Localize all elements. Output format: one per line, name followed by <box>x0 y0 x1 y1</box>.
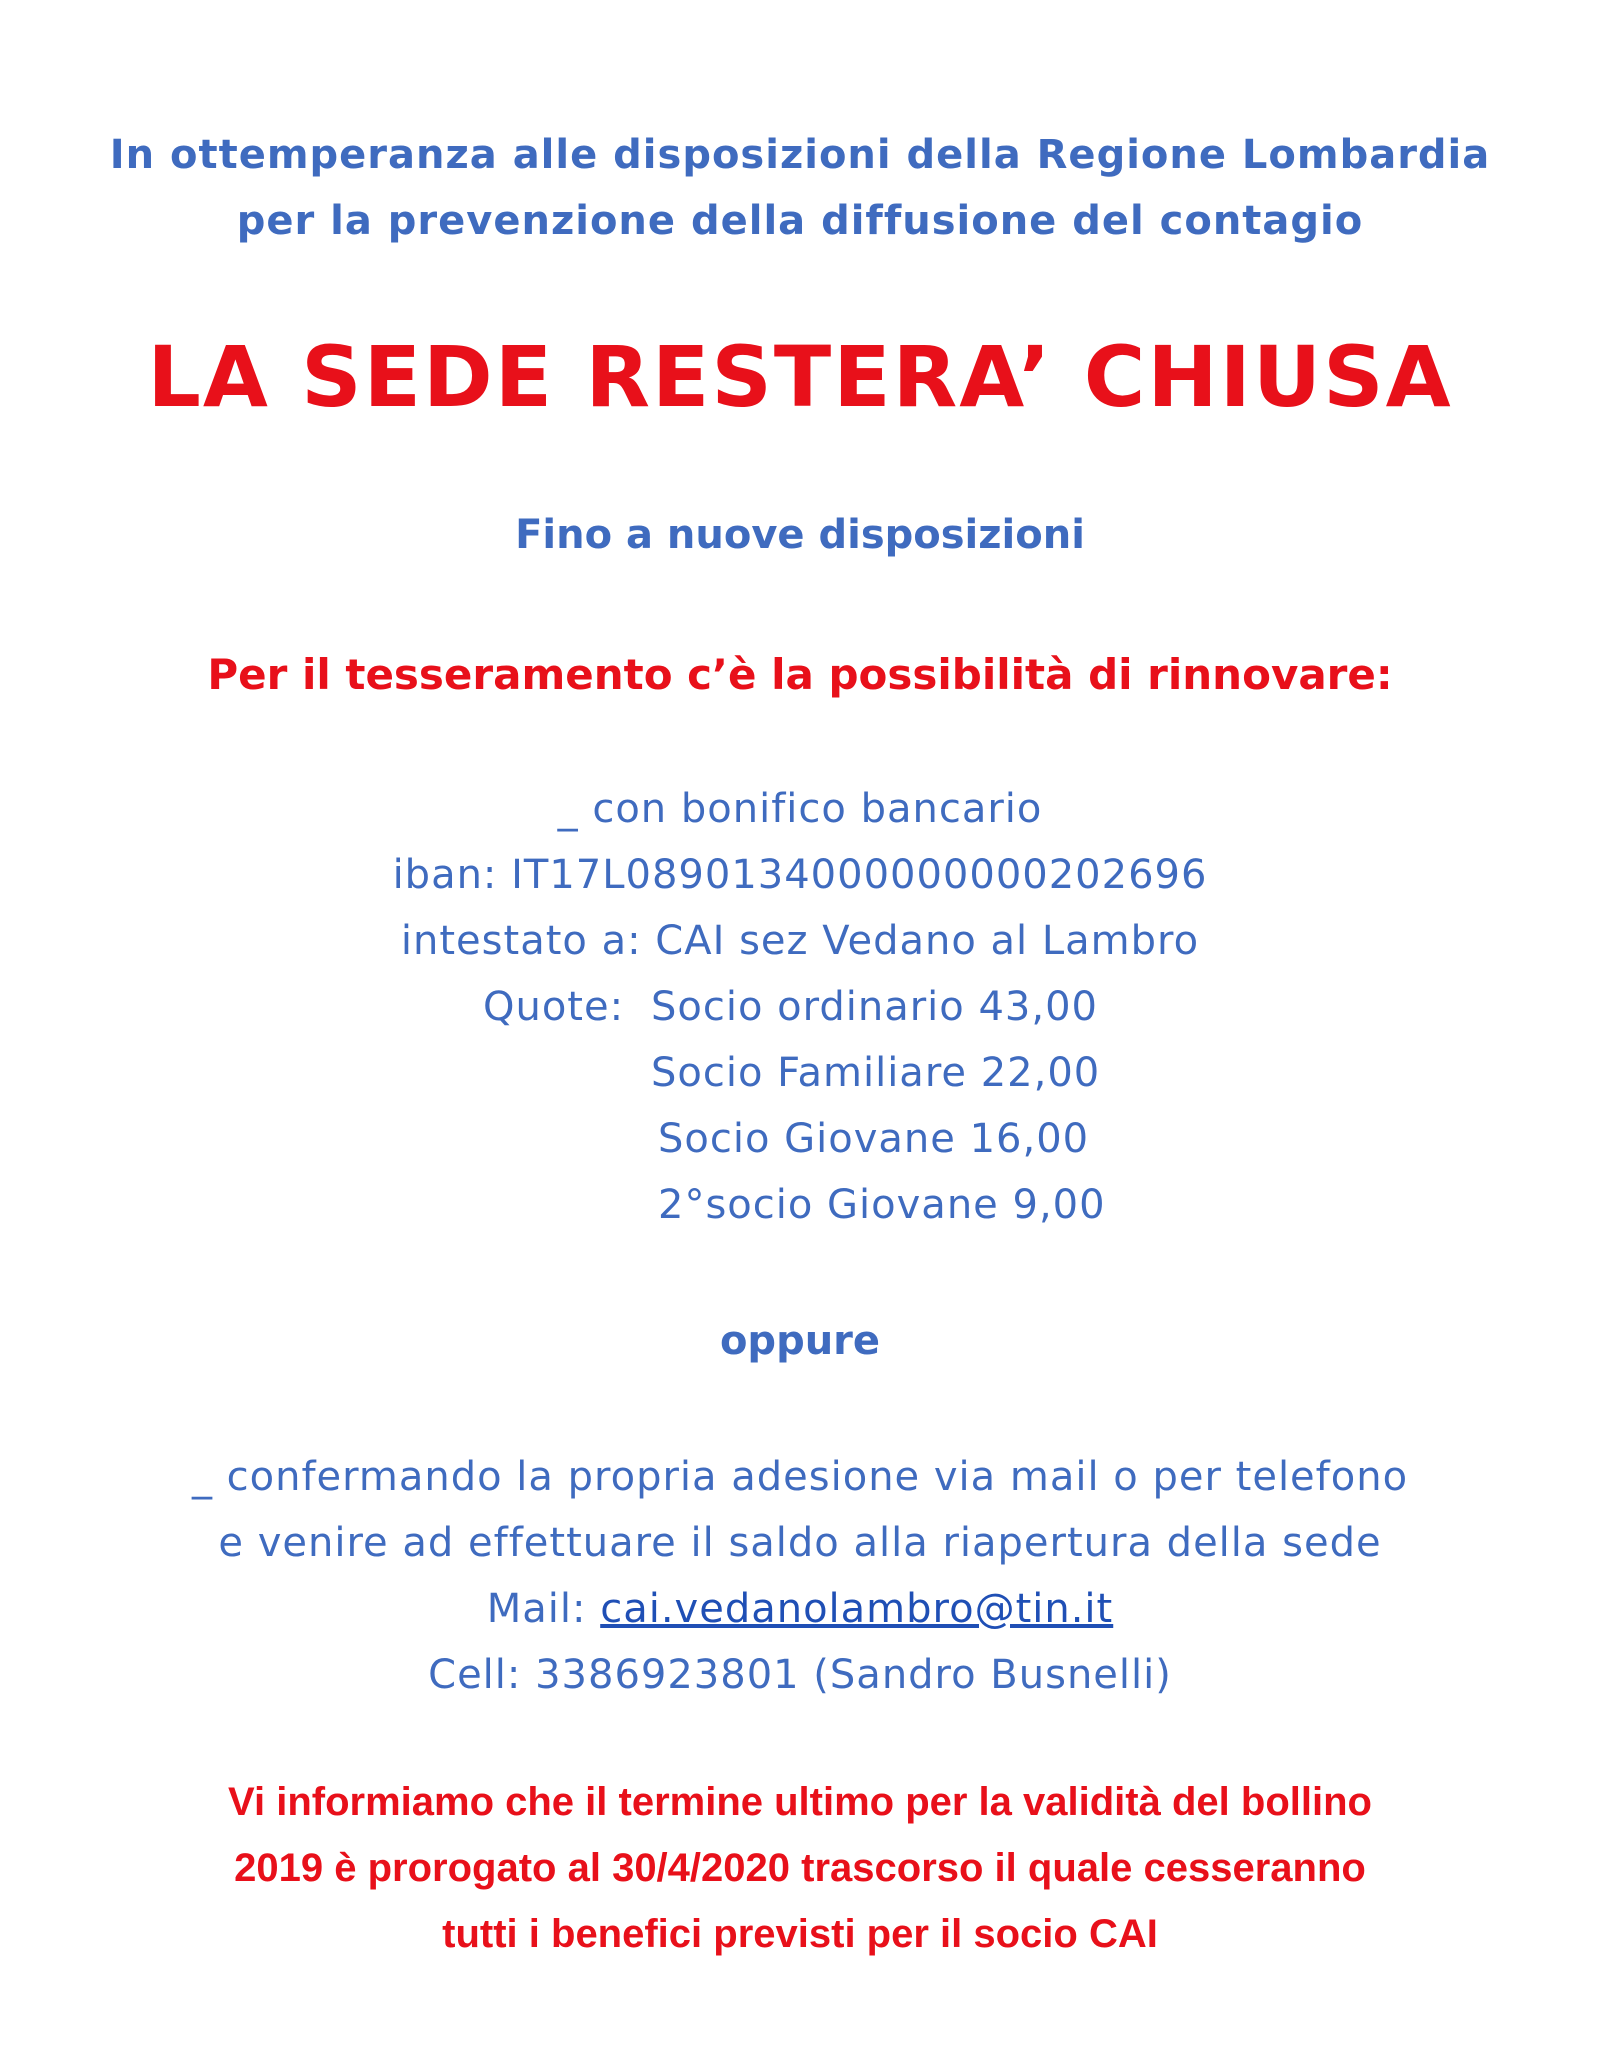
intro-line-2: per la prevenzione della diffusione del contagio <box>236 198 1364 244</box>
confirm-option-line-2: e venire ad effettuare il saldo alla riapertura della sede <box>218 1520 1382 1566</box>
iban-line: iban: IT17L0890134000000000202696 <box>392 852 1208 898</box>
quote-item: Socio ordinario 43,00 <box>651 984 1098 1030</box>
quote-item: Socio Giovane 16,00 <box>658 1116 1090 1162</box>
intro-line-1: In ottemperanza alle disposizioni della Regione Lombardia <box>109 132 1491 178</box>
notice-line-3: tutti i benefici previsti per il socio CAI <box>442 1912 1158 1956</box>
holder-line: intestato a: CAI sez Vedano al Lambro <box>400 918 1200 964</box>
notice-line-2: 2019 è prorogato al 30/4/2020 trascorso il quale cesseranno <box>234 1846 1366 1890</box>
membership-heading: Per il tesseramento c’è la possibilità di rinnovare: <box>207 650 1393 699</box>
quote-item: 2°socio Giovane 9,00 <box>658 1182 1106 1228</box>
confirm-option-line-1: _ confermando la propria adesione via mail o per telefono <box>191 1454 1409 1500</box>
quote-item: Socio Familiare 22,00 <box>651 1050 1101 1096</box>
mail-label: Mail: <box>486 1586 587 1632</box>
page-title: LA SEDE RESTERA’ CHIUSA <box>147 328 1453 426</box>
or-text: oppure <box>719 1318 881 1364</box>
mail-line <box>0 1586 1600 1632</box>
notice-line-1: Vi informiamo che il termine ultimo per la validità del bollino <box>228 1780 1372 1824</box>
quotes-label: Quote: <box>483 984 625 1030</box>
mail-link[interactable]: cai.vedanolambro@tin.it <box>600 1586 1114 1632</box>
subtitle: Fino a nuove disposizioni <box>515 512 1085 558</box>
bank-transfer-option: _ con bonifico bancario <box>557 786 1043 832</box>
cell-line: Cell: 3386923801 (Sandro Busnelli) <box>428 1652 1172 1698</box>
